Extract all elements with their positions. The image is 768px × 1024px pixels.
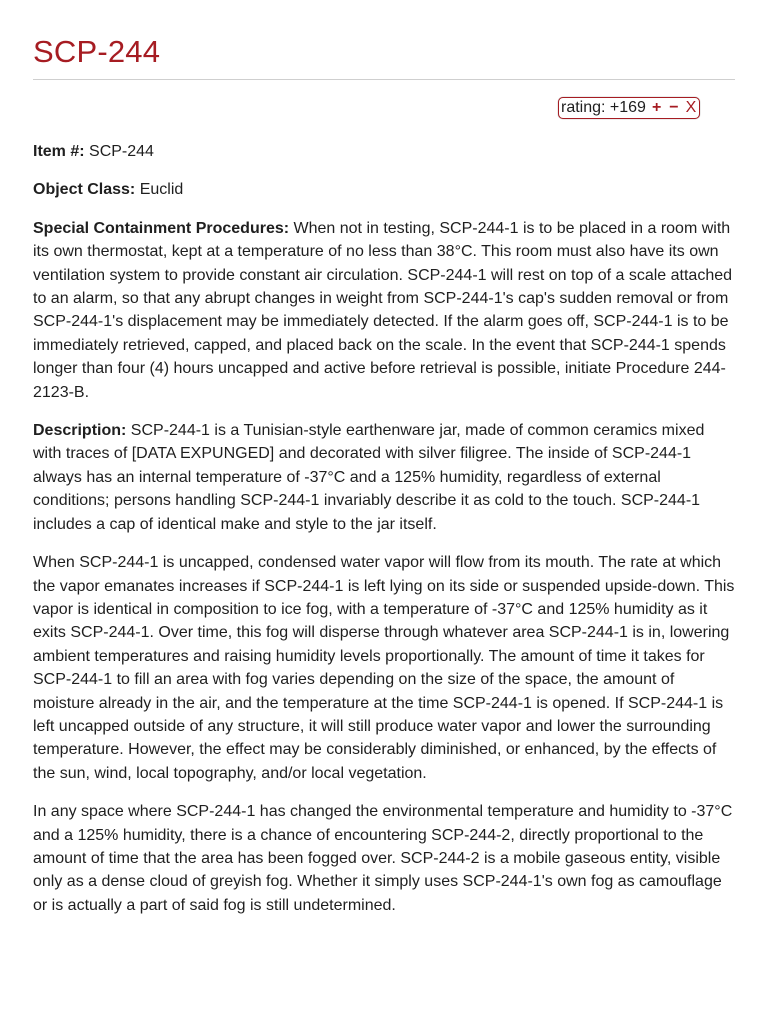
- object-class-label: Object Class:: [33, 181, 136, 199]
- object-class-line: [33, 178, 736, 201]
- rate-down-button[interactable]: −: [669, 99, 679, 116]
- article-body: [33, 140, 736, 932]
- rate-up-button[interactable]: +: [651, 99, 662, 116]
- object-class-value: Euclid: [135, 181, 184, 199]
- rating-score: rating: +169: [561, 99, 646, 116]
- title-divider: [33, 79, 735, 80]
- description-paragraph-1: When SCP-244-1 is uncapped, condensed water vapor will flow from its mouth. The rate at which the vapor emanates increases if SCP-244-1 is left lying on its side or suspended upside-down. This vapor is identical in composition to ice fog, with a temperature of -37°C and 125% humidity as it exits SCP-244-1. Over time, this fog will disperse through whatever area SCP-244-1 is in, lowering ambient temperatures and raising humidity levels proportionally. The amount of time it takes for SCP-244-1 to fill an area with fog varies depending on the size of the space, the amount of moisture already in the air, and the temperature at the time SCP-244-1 is opened. If SCP-244-1 is left uncapped outside of any structure, it will still produce water vapor and lower the surrounding temperature. However, the effect may be considerably diminished, or enhanced, by the effects of the sun, wind, local topography, and/or local vegetation.: [33, 554, 735, 782]
- item-number-value: SCP-244: [84, 143, 154, 160]
- item-number-line: [33, 140, 736, 163]
- containment-procedures-text: When not in testing, SCP-244-1 is to be placed in a room with its own thermostat, kept at a temperature of no less than 38°C. This room must also have its own ventilation system to provide constant air circulation. SCP-244-1 will rest on top of a scale attached to an alarm, so that any abrupt changes in weight from SCP-244-1's cap's sudden removal or from SCP-244-1's displacement may be immediately detected. If the alarm goes off, SCP-244-1 is to be immediately retrieved, capped, and placed back on the scale. In the event that SCP-244-1 spends longer than four (4) hours uncapped and active before retrieval is possible, initiate Procedure 244-2123-B.: [33, 219, 733, 401]
- description-text: SCP-244-1 is a Tunisian-style earthenware jar, made of common ceramics mixed with traces of [DATA EXPUNGED] and decorated with silver filigree. The inside of SCP-244-1 always has an internal temperature of -37°C and a 125% humidity, regardless of external conditions; persons handling SCP-244-1 invariably describe it as cold to the touch. SCP-244-1 includes a cap of identical make and style to the jar itself.: [33, 422, 705, 533]
- item-number-label: Item #:: [33, 143, 85, 160]
- rating-module: [558, 97, 700, 119]
- page-title: SCP-244: [33, 34, 161, 69]
- containment-procedures-label: Special Containment Procedures:: [33, 219, 290, 237]
- rate-cancel-button[interactable]: X: [685, 99, 697, 116]
- description-label: Description:: [33, 422, 127, 440]
- description-paragraph-2: In any space where SCP-244-1 has changed the environmental temperature and humidity to -37°C and a 125% humidity, there is a chance of encountering SCP-244-2, directly proportional to the amount of time that the area has been fogged over. SCP-244-2 is a mobile gaseous entity, visible only as a dense cloud of greyish fog. Whether it simply uses SCP-244-1's own fog as camouflage or is actually a part of said fog is still undetermined.: [33, 803, 733, 914]
- containment-procedures: [33, 217, 736, 404]
- description: [33, 419, 736, 536]
